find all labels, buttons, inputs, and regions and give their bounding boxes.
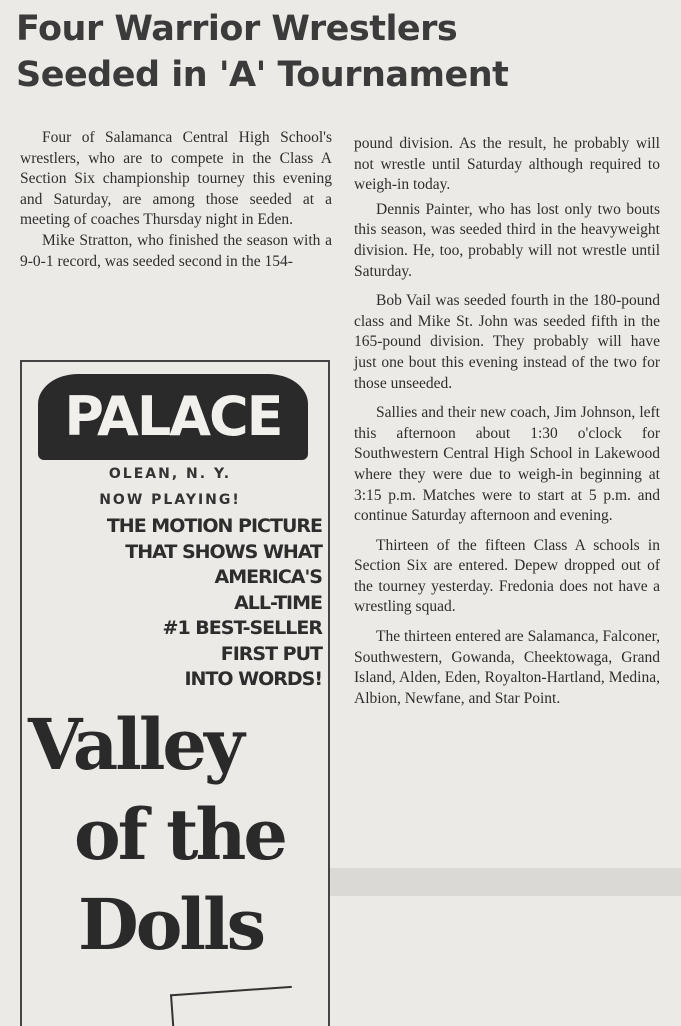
headline-line-1: Four Warrior Wrestlers [16, 9, 458, 49]
paragraph: The thirteen entered are Salamanca, Falconer, Southwestern, Gowanda, Cheektowaga, Grand Island, Alden, Eden, Royalton-Hartland, Medina, Albion, Newfane, and Star Point. [354, 628, 660, 707]
paragraph: pound division. As the result, he probably will not wrestle until Saturday although required to weigh-in today. [354, 135, 660, 194]
now-playing-label: NOW PLAYING! [99, 492, 241, 508]
paper-tear-strip [330, 868, 681, 896]
paragraph: Dennis Painter, who has lost only two bouts this season, was seeded third in the heavyweight division. He, too, probably will not wrestle until Saturday. [354, 200, 660, 280]
paragraph: Bob Vail was seeded fourth in the 180-pound class and Mike St. John was seeded fifth in the 165-pound division. They probably will have just one bout this evening instead of the two for those unseeded. [354, 292, 660, 392]
movie-title-line-3: Dolls [78, 883, 263, 966]
theater-location: OLEAN, N. Y. [108, 466, 232, 482]
theater-logo [38, 374, 308, 460]
ad-tagline: THE MOTION PICTURE THAT SHOWS WHAT AMERICA'S ALL-TIME #1 BEST-SELLER FIRST PUT INTO WORDS! [106, 515, 322, 690]
paragraph: Mike Stratton, who finished the season with a 9-0-1 record, was seeded second in the 154- [20, 231, 332, 270]
movie-title-line-2: of the [74, 793, 285, 876]
article-right-column [354, 134, 660, 718]
movie-advertisement [20, 360, 330, 1026]
theater-name: PALACE [64, 385, 282, 448]
article-headline [16, 6, 666, 98]
ad-image-fragment [170, 986, 296, 1026]
paragraph: Four of Salamanca Central High School's wrestlers, who are to compete in the Class A Section Six championship tourney this evening and Saturday, are among those seeded at a meeting of coaches Thursday night in Eden. [20, 129, 332, 229]
headline-line-2: Seeded in 'A' Tournament [16, 55, 509, 95]
paragraph: Sallies and their new coach, Jim Johnson, left this afternoon about 1:30 o'clock for Southwestern Central High School in Lakewood where they were due to weigh-in beginning at 3:15 p.m. Matches were to start at 5 p.m. and continue Saturday afternoon and evening. [354, 404, 660, 525]
article-left-column [20, 128, 332, 272]
paragraph: Thirteen of the fifteen Class A schools in Section Six are entered. Depew dropped out of the tourney yesterday. Fredonia does not have a wrestling squad. [354, 536, 660, 616]
movie-title-line-1: Valley [28, 703, 242, 786]
